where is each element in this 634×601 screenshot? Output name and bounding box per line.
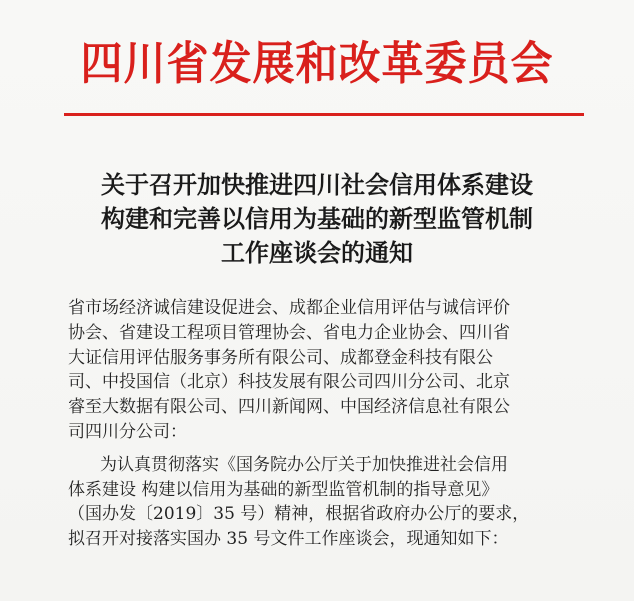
- recipient-line: 协会、省建设工程项目管理协会、省电力企业协会、四川省: [68, 322, 510, 343]
- red-separator-line: [64, 113, 584, 116]
- document-title: [0, 168, 634, 270]
- body-line: 体系建设 构建以信用为基础的新型监管机制的指导意见》: [68, 479, 499, 500]
- recipient-line: 大证信用评估服务事务所有限公司、成都登金科技有限公: [68, 347, 493, 368]
- body-line: 拟召开对接落实国办 35 号文件工作座谈会，现通知如下：: [68, 529, 509, 550]
- recipient-line: 睿至大数据有限公司、四川新闻网、中国经济信息社有限公: [68, 397, 510, 418]
- paragraph-gap: [92, 445, 592, 453]
- recipient-list: [68, 296, 592, 445]
- title-line: 关于召开加快推进四川社会信用体系建设: [101, 170, 533, 199]
- body-line: 为认真贯彻落实《国务院办公厅关于加快推进社会信用: [100, 454, 508, 475]
- body-line: （国办发〔2019〕35 号）精神，根据省政府办公厅的要求，: [68, 504, 530, 525]
- recipient-line: 省市场经济诚信建设促进会、成都企业信用评估与诚信评价: [68, 298, 510, 318]
- document-body: [68, 296, 592, 552]
- title-line: 构建和完善以信用为基础的新型监管机制: [101, 204, 533, 233]
- recipient-line: 司四川分公司：: [68, 421, 187, 442]
- body-paragraph: [68, 453, 592, 552]
- recipient-line: 司、中投国信（北京）科技发展有限公司四川分公司、北京: [68, 372, 510, 393]
- organization-header: 四川省发展和改革委员会: [80, 37, 554, 90]
- title-line: 工作座谈会的通知: [221, 238, 413, 267]
